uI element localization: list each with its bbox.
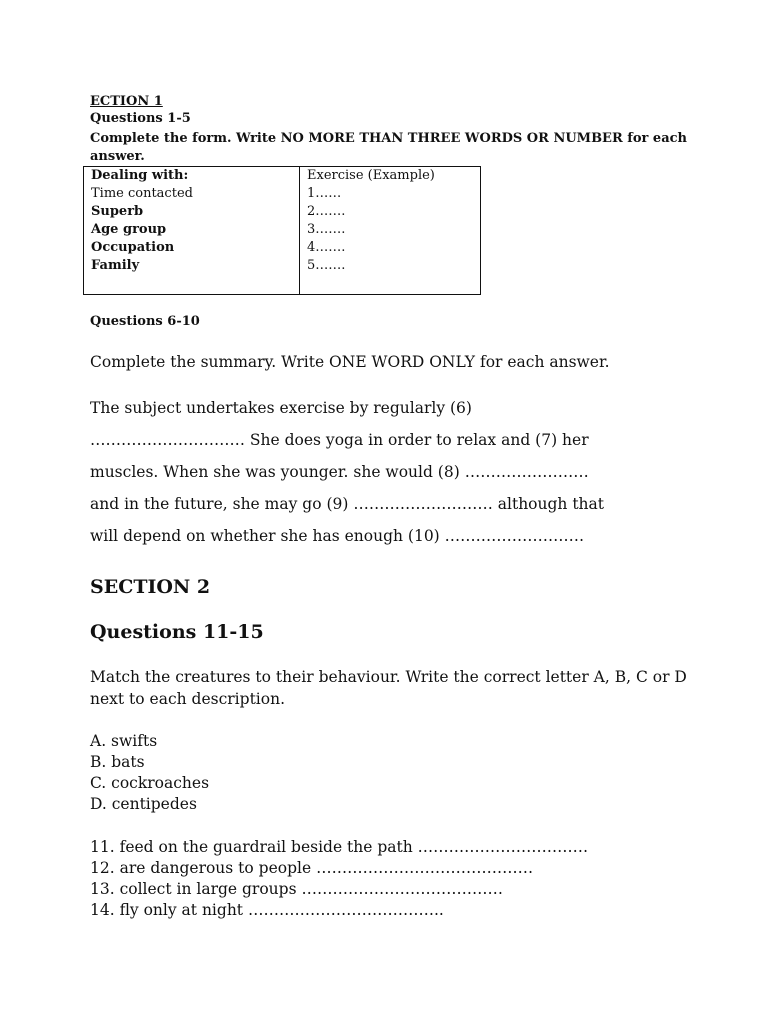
form-label-occupation: Occupation — [91, 240, 175, 255]
section-2-title: SECTION 2 — [90, 576, 211, 598]
option-a: A. swifts — [90, 732, 158, 750]
section-1-title: ECTION 1 — [90, 94, 163, 109]
section-1-instruction: Complete the form. Write NO MORE THAN THREE WORDS OR NUMBER for each answer. — [90, 131, 687, 164]
option-b: B. bats — [90, 753, 145, 771]
summary-line: will depend on whether she has enough (10) ……………………… — [90, 527, 585, 545]
form-label-time-contacted: Time contacted — [91, 186, 193, 201]
questions-11-15-label: Questions 11-15 — [90, 621, 264, 643]
form-answer-5: 5……. — [307, 258, 346, 273]
form-answer-3: 3……. — [307, 222, 346, 237]
summary-instruction: Complete the summary. Write ONE WORD ONLY for each answer. — [90, 353, 610, 371]
form-answer-1: 1…… — [307, 186, 342, 201]
summary-paragraph — [90, 392, 690, 552]
option-d: D. centipedes — [90, 795, 197, 813]
question-14: 14. fly only at night ……………………………….. — [90, 901, 444, 919]
summary-line: The subject undertakes exercise by regularly (6) — [90, 399, 472, 417]
question-13: 13. collect in large groups ………………………………… — [90, 880, 503, 898]
form-answer-4: 4……. — [307, 240, 346, 255]
form-table — [83, 166, 481, 295]
option-c: C. cockroaches — [90, 774, 210, 792]
form-label-family: Family — [91, 258, 140, 273]
form-label-age-group: Age group — [91, 222, 167, 237]
form-answer-2: 2……. — [307, 204, 346, 219]
summary-line: and in the future, she may go (9) ……………………… although that — [90, 495, 605, 513]
form-header-right: Exercise (Example) — [307, 168, 435, 183]
question-list — [90, 837, 588, 921]
form-answers-column — [300, 167, 481, 295]
question-11: 11. feed on the guardrail beside the path …………………………… — [90, 838, 589, 856]
question-12: 12. are dangerous to people …………………………………… — [90, 859, 534, 877]
summary-line: ………………………… She does yoga in order to relax and (7) her — [90, 431, 589, 449]
form-labels-column — [84, 167, 300, 295]
options-list — [90, 731, 209, 815]
summary-line: muscles. When she was younger. she would (8) …………………… — [90, 463, 589, 481]
questions-1-5-label: Questions 1-5 — [90, 111, 191, 126]
form-label-superb: Superb — [91, 204, 144, 219]
matching-instruction: Match the creatures to their behaviour. Write the correct letter A, B, C or D next to each description. — [90, 668, 687, 708]
questions-6-10-label: Questions 6-10 — [90, 314, 200, 329]
form-header-left: Dealing with: — [91, 168, 189, 183]
